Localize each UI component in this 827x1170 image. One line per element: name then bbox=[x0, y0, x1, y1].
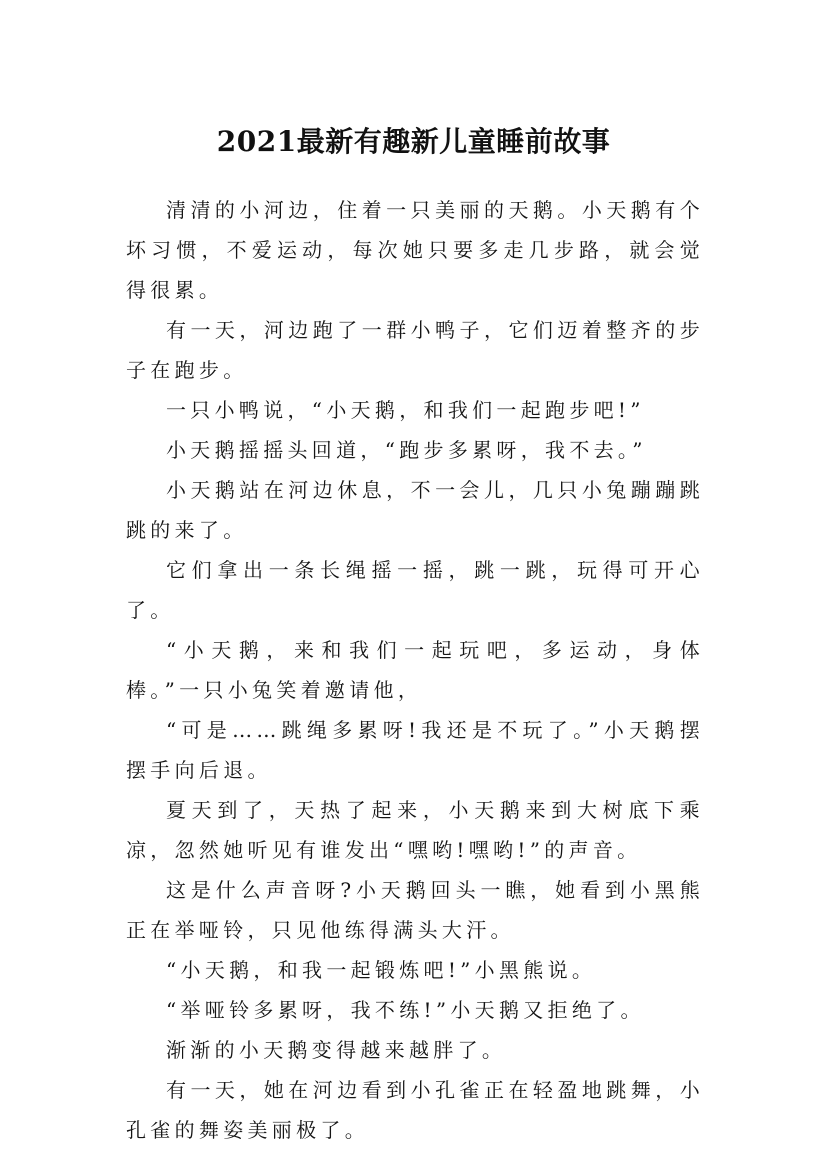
document-title: 2021最新有趣新儿童睡前故事 bbox=[216, 124, 611, 158]
paragraph: 清清的小河边，住着一只美丽的天鹅。小天鹅有个坏习惯，不爱运动，每次她只要多走几步路，就会觉得很累。 bbox=[126, 198, 704, 302]
paragraph: 它们拿出一条长绳摇一摇，跳一跳，玩得可开心了。 bbox=[126, 558, 704, 622]
paragraph: 有一天，河边跑了一群小鸭子，它们迈着整齐的步子在跑步。 bbox=[126, 318, 704, 382]
paragraph: “小天鹅，和我一起锻炼吧!”小黑熊说。 bbox=[166, 958, 597, 982]
paragraph: 小天鹅站在河边休息，不一会儿，几只小兔蹦蹦跳跳的来了。 bbox=[126, 478, 704, 542]
paragraph: 夏天到了，天热了起来，小天鹅来到大树底下乘凉，忽然她听见有谁发出“嘿哟!嘿哟!”的声音。 bbox=[126, 798, 704, 862]
paragraph: “小天鹅，来和我们一起玩吧，多运动，身体棒。”一只小兔笑着邀请他， bbox=[126, 638, 704, 702]
paragraph: 小天鹅摇摇头回道，“跑步多累呀，我不去。” bbox=[166, 438, 647, 462]
paragraph: 渐渐的小天鹅变得越来越胖了。 bbox=[166, 1038, 507, 1062]
paragraph: 一只小鸭说，“小天鹅，和我们一起跑步吧!” bbox=[166, 398, 645, 422]
paragraph: “举哑铃多累呀，我不练!”小天鹅又拒绝了。 bbox=[166, 998, 645, 1022]
paragraph: 这是什么声音呀?小天鹅回头一瞧，她看到小黑熊正在举哑铃，只见他练得满头大汗。 bbox=[126, 878, 704, 942]
paragraph: “可是……跳绳多累呀!我还是不玩了。”小天鹅摆摆手向后退。 bbox=[126, 718, 704, 782]
paragraph: 有一天，她在河边看到小孔雀正在轻盈地跳舞，小孔雀的舞姿美丽极了。 bbox=[126, 1078, 704, 1142]
document-body bbox=[126, 190, 704, 1150]
